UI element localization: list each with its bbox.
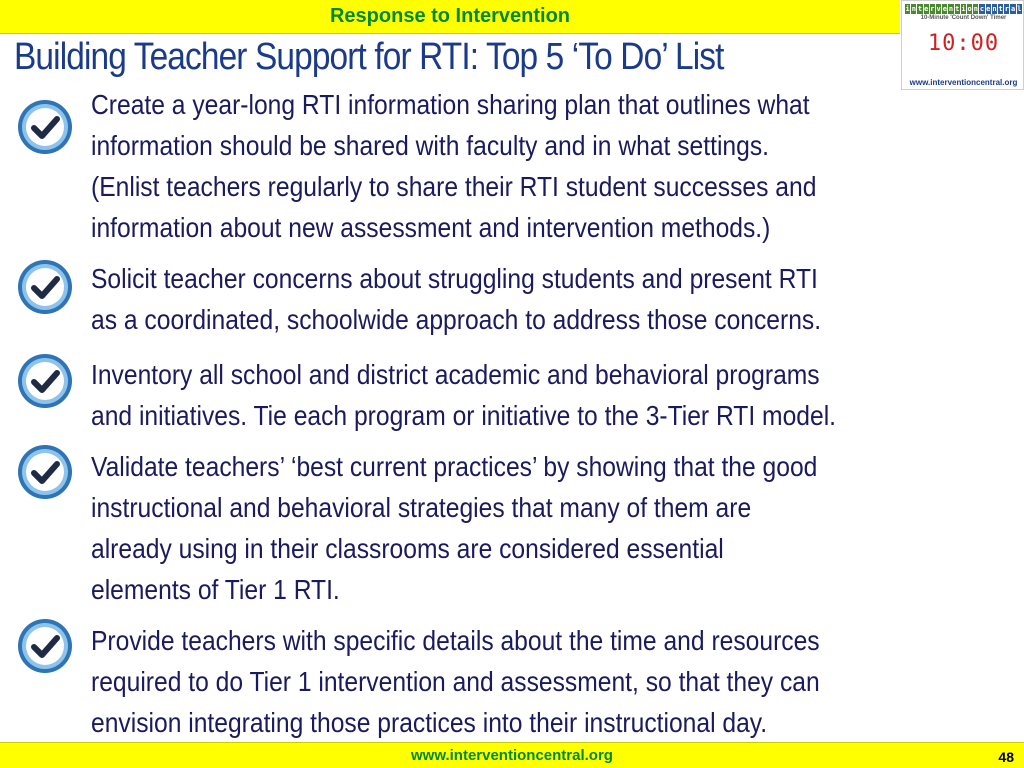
logo-letter: n <box>948 5 954 13</box>
logo-letter: i <box>905 5 910 13</box>
logo-letter: t <box>917 5 923 13</box>
slide-title: Building Teacher Support for RTI: Top 5 ‘To Do’ List <box>14 36 724 78</box>
logo-letter: a <box>1010 5 1016 13</box>
logo-letter: n <box>992 5 997 13</box>
header-banner <box>0 0 900 34</box>
logo-letter: o <box>967 5 972 13</box>
logo-letter: t <box>955 5 960 13</box>
logo-letter: n <box>911 5 916 13</box>
footer-url[interactable]: www.interventioncentral.org <box>411 747 613 764</box>
countdown-timer: 10:00 <box>927 31 1000 56</box>
intervention-central-logo <box>901 0 1024 90</box>
header-title: Response to Intervention <box>329 5 571 27</box>
logo-letter-strip <box>905 4 1022 14</box>
checkmark-circle-icon <box>16 352 74 410</box>
bullet-text: Inventory all school and district academic and behavioral programs and initiatives. Tie each program or initiative to the 3-Tier RTI model. <box>91 359 837 431</box>
logo-letter: r <box>1004 5 1009 13</box>
footer-banner <box>0 742 1024 768</box>
logo-letter: e <box>924 5 929 13</box>
logo-letter: v <box>936 5 941 13</box>
logo-letter: n <box>973 5 978 13</box>
logo-url: www.interventioncentral.org <box>909 78 1018 87</box>
logo-letter: e <box>942 5 947 13</box>
page-number: 48 <box>998 749 1014 765</box>
logo-letter: l <box>1017 5 1022 13</box>
bullet-text: Provide teachers with specific details about the time and resources required to do Tier 1 intervention and assessment, so that they can envision integrating those practices into their instructional day. <box>91 625 820 738</box>
bullet-text: Validate teachers’ ‘best current practices’ by showing that the good instructional and behavioral strategies that many of them are already using in their classrooms are considered essential elements of Tier 1 RTI. <box>91 451 818 605</box>
logo-letter: r <box>930 5 935 13</box>
logo-letter: e <box>986 5 991 13</box>
logo-letter: c <box>979 5 985 13</box>
checkmark-circle-icon <box>16 98 74 156</box>
checkmark-circle-icon <box>16 443 74 501</box>
logo-letter: t <box>998 5 1003 13</box>
bullet-text: Solicit teacher concerns about struggling students and present RTI as a coordinated, schoolwide approach to address those concerns. <box>91 263 822 335</box>
logo-letter: i <box>961 5 966 13</box>
logo-tagline: 10-Minute 'Count Down' Timer <box>920 15 1007 21</box>
checkmark-circle-icon <box>16 617 74 675</box>
bullet-text: Create a year-long RTI information sharing plan that outlines what information should be shared with faculty and in what settings. (Enlist teachers regularly to share their RTI student successes and information about new assessment and intervention methods.) <box>91 89 817 243</box>
checkmark-circle-icon <box>16 258 74 316</box>
